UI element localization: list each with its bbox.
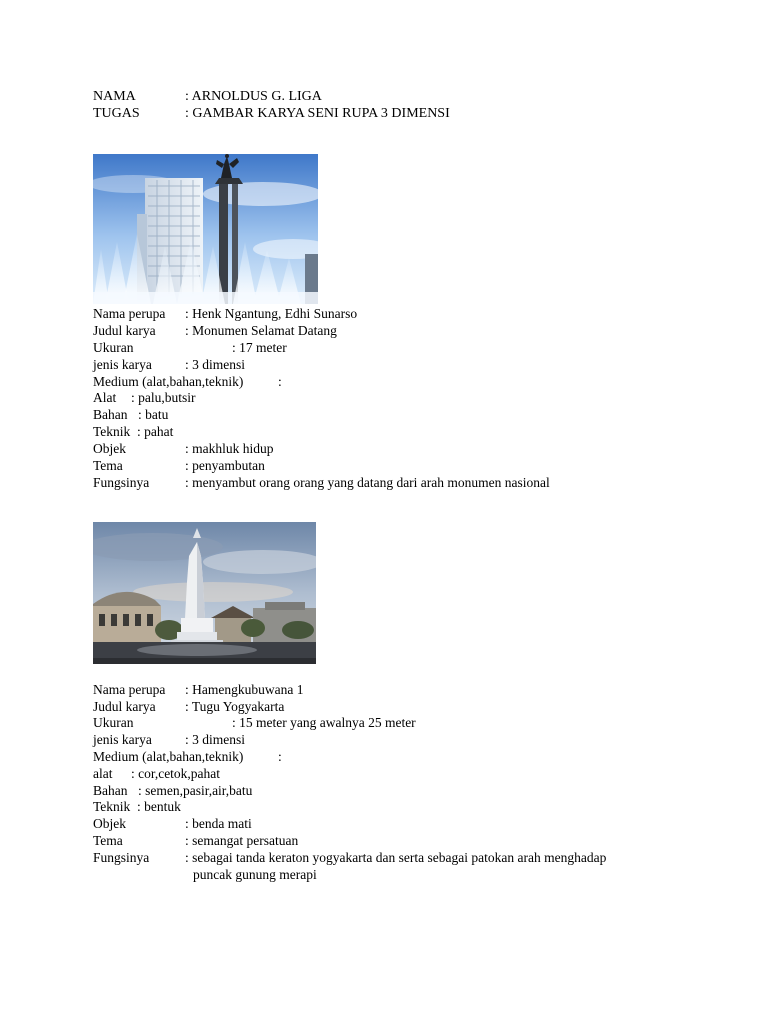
header-tugas-key: TUGAS — [93, 106, 140, 121]
karya1-value-bahan: : batu — [138, 407, 169, 422]
karya1-label-ukuran: Ukuran — [93, 340, 134, 355]
karya2-row — [93, 782, 253, 799]
karya2-row — [93, 681, 304, 698]
karya2-label-nama-perupa: Nama perupa — [93, 682, 166, 697]
karya2-value-bahan: : semen,pasir,air,batu — [138, 783, 253, 798]
karya1-row — [93, 440, 274, 457]
monumen-selamat-datang-photo — [93, 154, 318, 304]
karya2-label-objek: Objek — [93, 816, 126, 831]
karya1-label-objek: Objek — [93, 441, 126, 456]
karya1-row — [93, 389, 196, 406]
karya2-label-ukuran: Ukuran — [93, 715, 134, 730]
karya2-value-teknik: : bentuk — [137, 799, 181, 814]
karya2-value-fungsinya: : sebagai tanda keraton yogyakarta dan serta sebagai patokan arah menghadap — [185, 850, 607, 865]
karya2-row — [93, 698, 285, 715]
karya1-label-alat: Alat — [93, 390, 117, 405]
tugu-yogyakarta-photo — [93, 522, 316, 664]
karya1-row — [93, 457, 265, 474]
karya2-row — [93, 832, 299, 849]
karya2-value-objek: : benda mati — [185, 816, 252, 831]
karya1-value-fungsinya: : menyambut orang orang yang datang dari arah monumen nasional — [185, 475, 550, 490]
karya2-value-judul-karya: : Tugu Yogyakarta — [185, 699, 285, 714]
karya2-row — [93, 765, 221, 782]
karya2-value-nama-perupa: : Hamengkubuwana 1 — [185, 682, 304, 697]
karya1-label-medium: Medium (alat,bahan,teknik) — [93, 374, 244, 389]
karya2-label-judul-karya: Judul karya — [93, 699, 156, 714]
karya2-label-bahan: Bahan — [93, 783, 128, 798]
karya1-label-tema: Tema — [93, 458, 123, 473]
karya1-value-medium: : — [278, 374, 282, 389]
karya2-label-jenis-karya: jenis karya — [93, 732, 152, 747]
karya2-value-medium: : — [278, 749, 282, 764]
karya2-row — [93, 714, 416, 731]
karya2-value-fungsinya-cont: puncak gunung merapi — [193, 867, 317, 882]
karya1-row — [93, 339, 287, 356]
karya2-row — [93, 815, 252, 832]
header-tugas-value: : GAMBAR KARYA SENI RUPA 3 DIMENSI — [185, 106, 450, 121]
karya2-value-tema: : semangat persatuan — [185, 833, 299, 848]
karya1-value-ukuran: : 17 meter — [232, 340, 287, 355]
karya1-row — [93, 322, 337, 339]
karya2-label-teknik: Teknik — [93, 799, 131, 814]
karya2-row — [93, 849, 607, 866]
karya1-row — [93, 474, 550, 491]
karya1-row — [93, 356, 245, 373]
header-nama-key: NAMA — [93, 89, 136, 104]
karya1-row — [93, 305, 358, 322]
header-tugas-line — [93, 105, 450, 122]
karya1-row — [93, 373, 282, 390]
karya1-value-jenis-karya: : 3 dimensi — [185, 357, 245, 372]
header-nama-line — [93, 88, 322, 105]
karya2-row — [93, 798, 181, 815]
karya2-label-medium: Medium (alat,bahan,teknik) — [93, 749, 244, 764]
karya2-label-alat: alat — [93, 766, 113, 781]
karya2-label-fungsinya: Fungsinya — [93, 850, 150, 865]
karya2-value-jenis-karya: : 3 dimensi — [185, 732, 245, 747]
karya1-label-nama-perupa: Nama perupa — [93, 306, 166, 321]
karya1-value-nama-perupa: : Henk Ngantung, Edhi Sunarso — [185, 306, 358, 321]
karya1-value-judul-karya: : Monumen Selamat Datang — [185, 323, 337, 338]
karya1-label-judul-karya: Judul karya — [93, 323, 156, 338]
karya1-value-tema: : penyambutan — [185, 458, 265, 473]
karya2-label-tema: Tema — [93, 833, 123, 848]
karya1-label-teknik: Teknik — [93, 424, 131, 439]
karya1-value-alat: : palu,butsir — [131, 390, 196, 405]
karya2-row — [93, 731, 245, 748]
karya2-value-alat: : cor,cetok,pahat — [131, 766, 221, 781]
karya1-label-jenis-karya: jenis karya — [93, 357, 152, 372]
karya1-label-fungsinya: Fungsinya — [93, 475, 150, 490]
karya2-row — [93, 748, 282, 765]
header-nama-value: : ARNOLDUS G. LIGA — [185, 89, 322, 104]
karya1-value-objek: : makhluk hidup — [185, 441, 274, 456]
karya1-label-bahan: Bahan — [93, 407, 128, 422]
karya1-row — [93, 406, 169, 423]
karya2-value-ukuran: : 15 meter yang awalnya 25 meter — [232, 715, 416, 730]
karya1-value-teknik: : pahat — [137, 424, 174, 439]
karya1-row — [93, 423, 174, 440]
